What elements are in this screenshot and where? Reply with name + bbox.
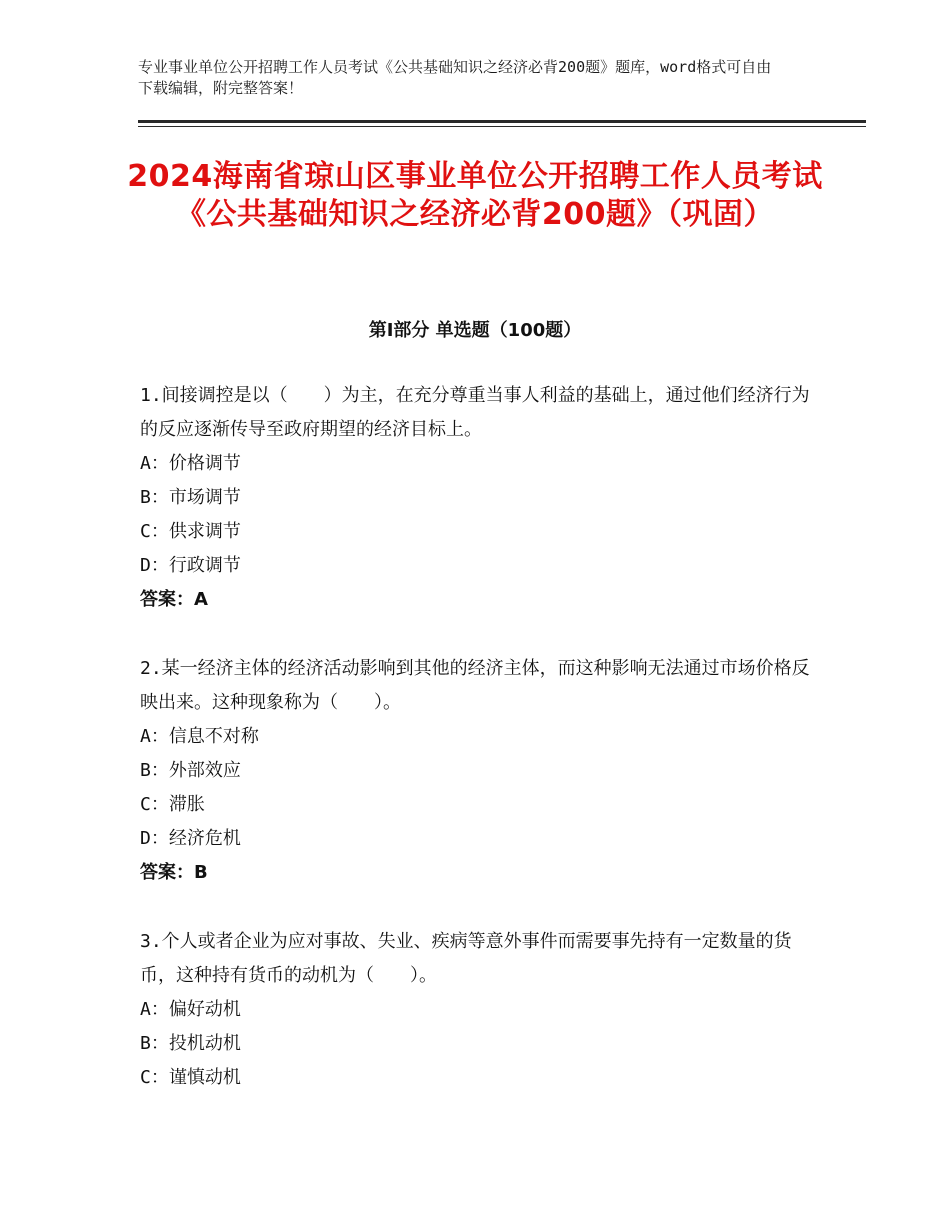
option-b: B：外部效应 xyxy=(140,760,241,781)
option-c: C：供求调节 xyxy=(140,521,241,542)
option-c: C：谨慎动机 xyxy=(140,1067,241,1088)
answer: 答案：A xyxy=(140,589,208,610)
question-1 xyxy=(140,379,820,617)
header-divider-thin xyxy=(138,126,866,127)
option-b: B：投机动机 xyxy=(140,1033,241,1054)
question-stem: 1.间接调控是以（ ）为主，在充分尊重当事人利益的基础上，通过他们经济行为的反应逐渐传导至政府期望的经济目标上。 xyxy=(140,385,810,440)
question-stem: 2.某一经济主体的经济活动影响到其他的经济主体，而这种影响无法通过市场价格反映出来。这种现象称为（ ）。 xyxy=(140,658,810,713)
header-divider-thick xyxy=(138,120,866,123)
question-2 xyxy=(140,652,820,890)
option-a: A：价格调节 xyxy=(140,453,241,474)
option-c: C：滞胀 xyxy=(140,794,205,815)
question-3 xyxy=(140,925,820,1095)
option-d: D：行政调节 xyxy=(140,555,241,576)
option-a: A：信息不对称 xyxy=(140,726,259,747)
question-stem: 3.个人或者企业为应对事故、失业、疾病等意外事件而需要事先持有一定数量的货币，这种持有货币的动机为（ ）。 xyxy=(140,931,792,986)
section-title: 第I部分 单选题（100题） xyxy=(368,320,582,341)
option-d: D：经济危机 xyxy=(140,828,241,849)
answer: 答案：B xyxy=(140,862,208,883)
option-b: B：市场调节 xyxy=(140,487,241,508)
option-a: A：偏好动机 xyxy=(140,999,241,1020)
header-note: 专业事业单位公开招聘工作人员考试《公共基础知识之经济必背200题》题库，word格式可自由下载编辑，附完整答案！ xyxy=(138,58,772,97)
document-title: 2024海南省琼山区事业单位公开招聘工作人员考试《公共基础知识之经济必背200题》（巩固） xyxy=(127,159,823,232)
